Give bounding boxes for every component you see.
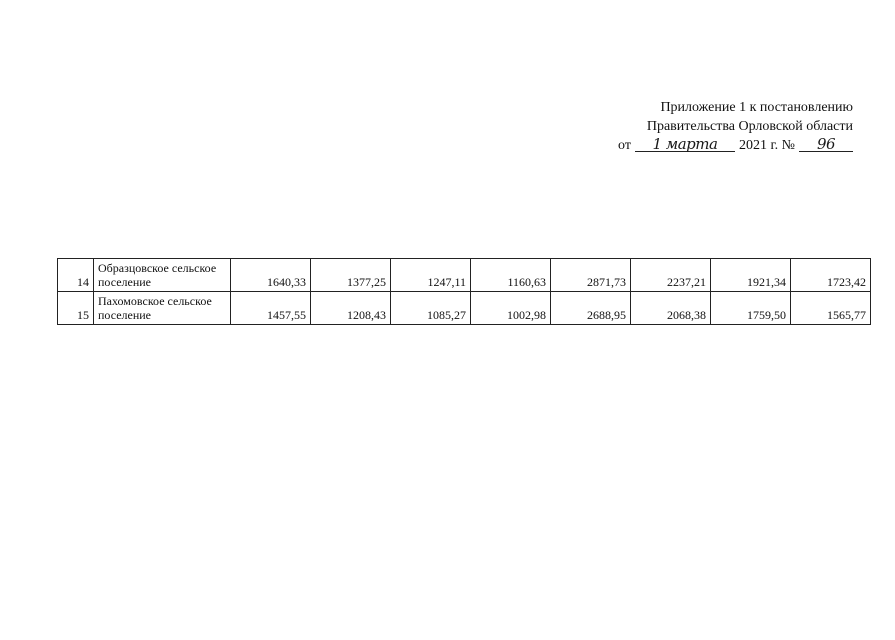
row-index: 15 [58,292,94,325]
handwritten-number: 96 [799,137,853,152]
value-cell: 1002,98 [471,292,551,325]
document-header [618,98,853,155]
table-row [58,259,871,292]
value-cell: 1565,77 [791,292,871,325]
settlement-name: Пахомовское сельское поселение [94,292,231,325]
settlement-name: Образцовское сельское поселение [94,259,231,292]
value-cell: 1208,43 [311,292,391,325]
value-cell: 2871,73 [551,259,631,292]
handwritten-date: 1 марта [635,137,735,152]
value-cell: 2688,95 [551,292,631,325]
value-cell: 1640,33 [231,259,311,292]
value-cell: 2237,21 [631,259,711,292]
table-row [58,292,871,325]
value-cell: 1377,25 [311,259,391,292]
value-cell: 1160,63 [471,259,551,292]
value-cell: 1085,27 [391,292,471,325]
header-line-1: Приложение 1 к постановлению [660,100,853,115]
header-prefix: от [618,138,631,153]
header-year: 2021 г. № [738,138,795,153]
header-line-2: Правительства Орловской области [646,119,853,134]
header-line-3 [618,136,853,155]
data-table [57,258,871,325]
value-cell: 1247,11 [391,259,471,292]
value-cell: 1921,34 [711,259,791,292]
value-cell: 1723,42 [791,259,871,292]
value-cell: 1759,50 [711,292,791,325]
value-cell: 2068,38 [631,292,711,325]
row-index: 14 [58,259,94,292]
value-cell: 1457,55 [231,292,311,325]
